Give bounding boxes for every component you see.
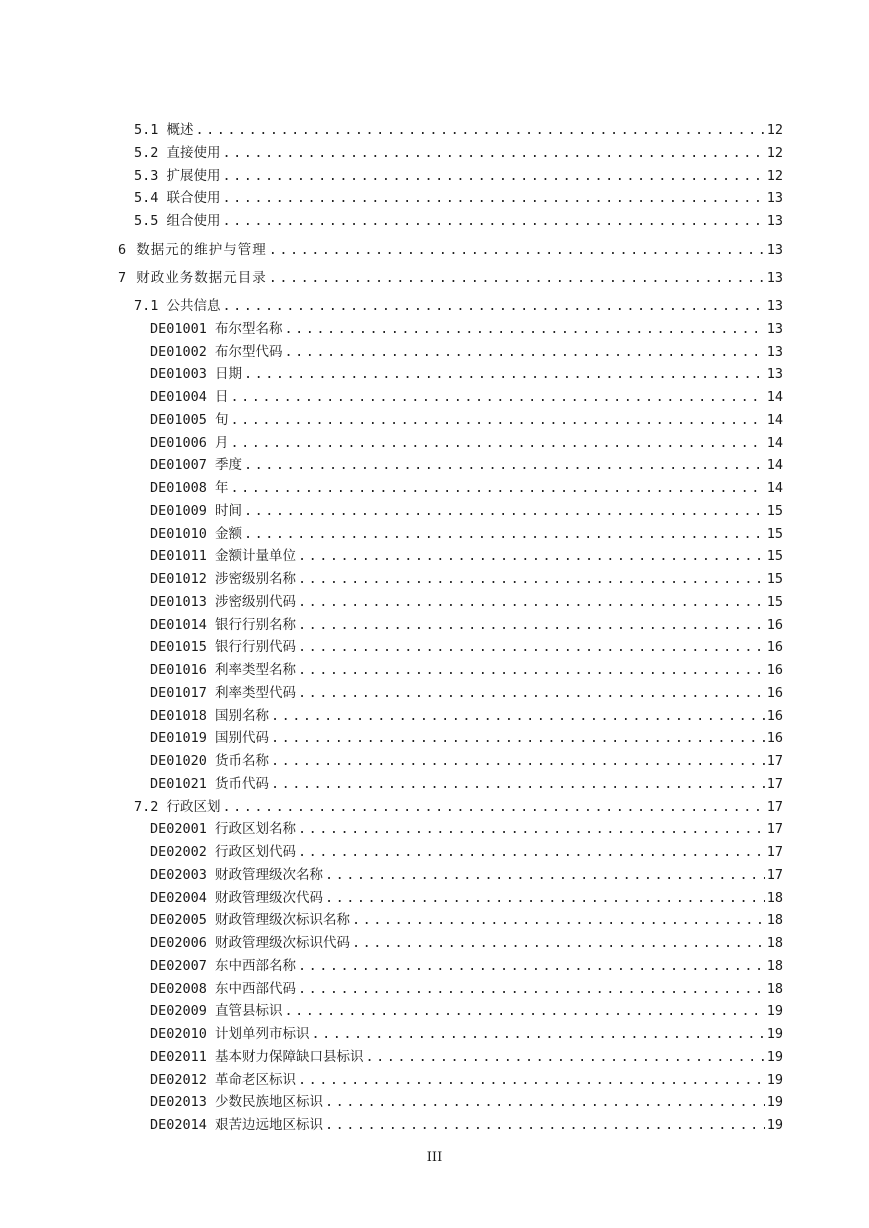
toc-entry-page: 18 [766, 957, 783, 974]
toc-leader-dots [298, 546, 765, 566]
toc-leader-dots [298, 979, 765, 999]
toc-entry-label: DE01007 季度 [150, 457, 243, 474]
toc-entry-page: 16 [766, 616, 783, 633]
toc-entry[interactable] [150, 706, 783, 726]
toc-leader-dots [269, 240, 765, 260]
toc-entry[interactable] [150, 410, 783, 430]
toc-entry[interactable] [150, 774, 783, 794]
toc-leader-dots [231, 478, 765, 498]
toc-leader-dots [196, 120, 765, 140]
toc-entry-label: DE01009 时间 [150, 502, 243, 519]
toc-entry-label: DE02013 少数民族地区标识 [150, 1094, 324, 1111]
toc-entry-label: 7.2 行政区划 [134, 798, 221, 815]
toc-entry-page: 17 [766, 844, 783, 860]
toc-entry-label: DE01006 月 [150, 434, 229, 451]
toc-entry[interactable] [150, 501, 783, 521]
toc-entry-page: 14 [766, 434, 783, 451]
toc-entry-page: 19 [766, 1026, 783, 1042]
toc-leader-dots [298, 683, 765, 703]
toc-entry-page: 12 [766, 122, 783, 138]
toc-entry-page: 17 [766, 775, 783, 792]
toc-leader-dots [298, 819, 765, 839]
toc-leader-dots [312, 1024, 765, 1044]
toc-entry[interactable] [134, 211, 783, 231]
toc-entry[interactable] [134, 166, 783, 186]
toc-entry-page: 14 [766, 457, 783, 474]
toc-entry-page: 12 [766, 144, 783, 161]
toc-entry-label: DE01008 年 [150, 480, 229, 496]
toc-leader-dots [223, 166, 765, 186]
toc-entry-label: DE01015 银行行别代码 [150, 639, 297, 656]
toc-entry-page: 17 [766, 821, 783, 838]
toc-entry-page: 19 [766, 1003, 783, 1020]
toc-entry-page: 18 [766, 912, 783, 929]
toc-entry-page: 17 [766, 798, 783, 815]
toc-entry[interactable] [150, 455, 783, 475]
toc-entry-label: 5.2 直接使用 [134, 144, 221, 161]
toc-entry[interactable] [150, 524, 783, 544]
toc-entry[interactable] [134, 188, 783, 208]
toc-entry-page: 13 [766, 320, 783, 337]
toc-entry-page: 14 [766, 411, 783, 428]
toc-leader-dots [352, 933, 765, 953]
toc-entry[interactable] [150, 888, 783, 908]
toc-entry-page: 15 [766, 502, 783, 519]
toc-leader-dots [285, 342, 765, 362]
toc-entry[interactable] [150, 342, 783, 362]
toc-entry-label: 7 财政业务数据元目录 [118, 270, 267, 286]
toc-entry-page: 13 [766, 242, 783, 258]
toc-entry-label: DE01021 货币代码 [150, 775, 270, 792]
toc-entry[interactable] [150, 751, 783, 771]
toc-entry[interactable] [150, 364, 783, 384]
toc-entry[interactable] [150, 387, 783, 407]
toc-entry-label: DE01011 金额计量单位 [150, 548, 297, 565]
toc-leader-dots [231, 410, 765, 430]
toc-entry-page: 13 [766, 366, 783, 383]
toc-entry-label: DE01003 日期 [150, 366, 243, 383]
toc-entry-page: 13 [766, 298, 783, 314]
toc-leader-dots [298, 592, 765, 612]
toc-leader-dots [298, 615, 765, 635]
toc-entry-page: 15 [766, 548, 783, 565]
toc-entry[interactable] [150, 478, 783, 498]
toc-leader-dots [244, 455, 765, 475]
toc-leader-dots [269, 268, 765, 288]
toc-entry-label: DE02014 艰苦边远地区标识 [150, 1117, 324, 1133]
toc-entry-label: DE02002 行政区划代码 [150, 844, 297, 860]
toc-entry[interactable] [150, 1115, 783, 1135]
toc-entry[interactable] [150, 728, 783, 748]
toc-leader-dots [298, 842, 765, 862]
toc-entry-page: 13 [766, 190, 783, 207]
toc-entry-label: DE01001 布尔型名称 [150, 320, 283, 337]
toc-leader-dots [325, 888, 765, 908]
toc-entry[interactable] [150, 1092, 783, 1112]
toc-entry[interactable] [150, 979, 783, 999]
toc-entry[interactable] [150, 433, 783, 453]
toc-entry-label: DE01014 银行行别名称 [150, 616, 297, 633]
toc-entry[interactable] [134, 143, 783, 163]
toc-leader-dots [271, 728, 765, 748]
toc-entry-page: 19 [766, 1048, 783, 1065]
toc-entry[interactable] [118, 240, 783, 260]
toc-entry-page: 16 [766, 639, 783, 656]
toc-entry-page: 19 [766, 1071, 783, 1088]
toc-leader-dots [298, 956, 765, 976]
toc-entry[interactable] [134, 797, 783, 817]
toc-entry-label: 5.4 联合使用 [134, 190, 221, 207]
toc-entry-label: DE01019 国别代码 [150, 730, 270, 747]
toc-entry-label: DE01005 旬 [150, 411, 229, 428]
toc-entry-label: DE02009 直管县标识 [150, 1003, 283, 1020]
toc-leader-dots [223, 143, 765, 163]
toc-entry-label: DE01002 布尔型代码 [150, 343, 283, 360]
toc-entry-label: DE01012 涉密级别名称 [150, 571, 297, 587]
toc-leader-dots [223, 211, 765, 231]
toc-entry[interactable] [134, 120, 783, 140]
toc-entry-page: 15 [766, 525, 783, 542]
toc-entry-label: DE02007 东中西部名称 [150, 957, 297, 974]
toc-leader-dots [285, 1001, 765, 1021]
toc-leader-dots [223, 797, 765, 817]
toc-entry-label: DE01017 利率类型代码 [150, 684, 297, 701]
toc-entry[interactable] [150, 1070, 783, 1090]
toc-entry-page: 16 [766, 662, 783, 678]
toc-entry[interactable] [134, 296, 783, 316]
toc-leader-dots [352, 910, 765, 930]
toc-entry[interactable] [150, 637, 783, 657]
toc-entry-page: 18 [766, 889, 783, 906]
toc-entry[interactable] [150, 933, 783, 953]
toc-leader-dots [271, 774, 765, 794]
toc-entry-label: DE01016 利率类型名称 [150, 662, 297, 678]
toc-leader-dots [244, 524, 765, 544]
toc-entry[interactable] [150, 1024, 783, 1044]
toc-entry[interactable] [118, 268, 783, 288]
toc-leader-dots [298, 660, 765, 680]
toc-entry[interactable] [150, 1001, 783, 1021]
toc-entry[interactable] [150, 956, 783, 976]
toc-entry-page: 17 [766, 866, 783, 883]
toc-entry-label: DE02012 革命老区标识 [150, 1071, 297, 1088]
toc-leader-dots [244, 364, 765, 384]
toc-entry-page: 13 [766, 343, 783, 360]
toc-entry-label: DE02003 财政管理级次名称 [150, 866, 324, 883]
toc-entry-page: 15 [766, 593, 783, 610]
toc-entry-page: 12 [766, 167, 783, 184]
toc-entry-page: 13 [766, 270, 783, 286]
toc-entry-page: 14 [766, 480, 783, 496]
toc-entry-page: 19 [766, 1094, 783, 1111]
toc-leader-dots [325, 865, 765, 885]
toc-entry-label: 5.5 组合使用 [134, 213, 221, 230]
toc-entry[interactable] [150, 592, 783, 612]
toc-entry-label: DE01020 货币名称 [150, 753, 270, 769]
toc-entry[interactable] [150, 819, 783, 839]
toc-entry-label: 5.1 概述 [134, 122, 194, 138]
toc-entry-label: DE02005 财政管理级次标识名称 [150, 912, 351, 929]
toc-leader-dots [223, 188, 765, 208]
toc-entry-label: DE02008 东中西部代码 [150, 980, 297, 997]
toc-entry-page: 17 [766, 753, 783, 769]
toc-entry-page: 16 [766, 730, 783, 747]
toc-leader-dots [231, 433, 765, 453]
toc-entry-label: DE02006 财政管理级次标识代码 [150, 935, 351, 951]
toc-entry-label: DE01004 日 [150, 389, 229, 405]
toc-entry[interactable] [150, 910, 783, 930]
toc-entry-label: DE01013 涉密级别代码 [150, 593, 297, 610]
toc-leader-dots [271, 751, 765, 771]
toc-entry-page: 15 [766, 571, 783, 587]
toc-leader-dots [271, 706, 765, 726]
toc-entry-label: DE02001 行政区划名称 [150, 821, 297, 838]
toc-entry[interactable] [150, 865, 783, 885]
toc-entry[interactable] [150, 546, 783, 566]
toc-entry[interactable] [150, 683, 783, 703]
toc-leader-dots [325, 1115, 765, 1135]
toc-leader-dots [366, 1047, 765, 1067]
toc-entry-page: 13 [766, 213, 783, 230]
toc-leader-dots [325, 1092, 765, 1112]
toc-entry[interactable] [150, 660, 783, 680]
toc-entry-page: 18 [766, 980, 783, 997]
toc-entry-label: 7.1 公共信息 [134, 298, 221, 314]
toc-entry-label: 5.3 扩展使用 [134, 167, 221, 184]
toc-leader-dots [223, 296, 765, 316]
toc-entry[interactable] [150, 319, 783, 339]
toc-entry-label: 6 数据元的维护与管理 [118, 242, 267, 258]
toc-leader-dots [298, 1070, 765, 1090]
toc-entry-label: DE01018 国别名称 [150, 707, 270, 724]
toc-entry-page: 18 [766, 935, 783, 951]
toc-entry-page: 16 [766, 684, 783, 701]
toc-entry-page: 14 [766, 389, 783, 405]
toc-entry-label: DE01010 金额 [150, 525, 243, 542]
toc-leader-dots [298, 637, 765, 657]
toc-entry[interactable] [150, 842, 783, 862]
toc-entry-label: DE02010 计划单列市标识 [150, 1026, 310, 1042]
toc-entry-page: 16 [766, 707, 783, 724]
toc-leader-dots [298, 569, 765, 589]
toc-entry-page: 19 [766, 1117, 783, 1133]
toc-leader-dots [285, 319, 765, 339]
toc-entry-label: DE02011 基本财力保障缺口县标识 [150, 1048, 364, 1065]
toc-leader-dots [231, 387, 765, 407]
toc-entry[interactable] [150, 569, 783, 589]
toc-entry[interactable] [150, 1047, 783, 1067]
toc-entry-label: DE02004 财政管理级次代码 [150, 889, 324, 906]
toc-entry[interactable] [150, 615, 783, 635]
toc-leader-dots [244, 501, 765, 521]
page-number: III [426, 1150, 443, 1165]
